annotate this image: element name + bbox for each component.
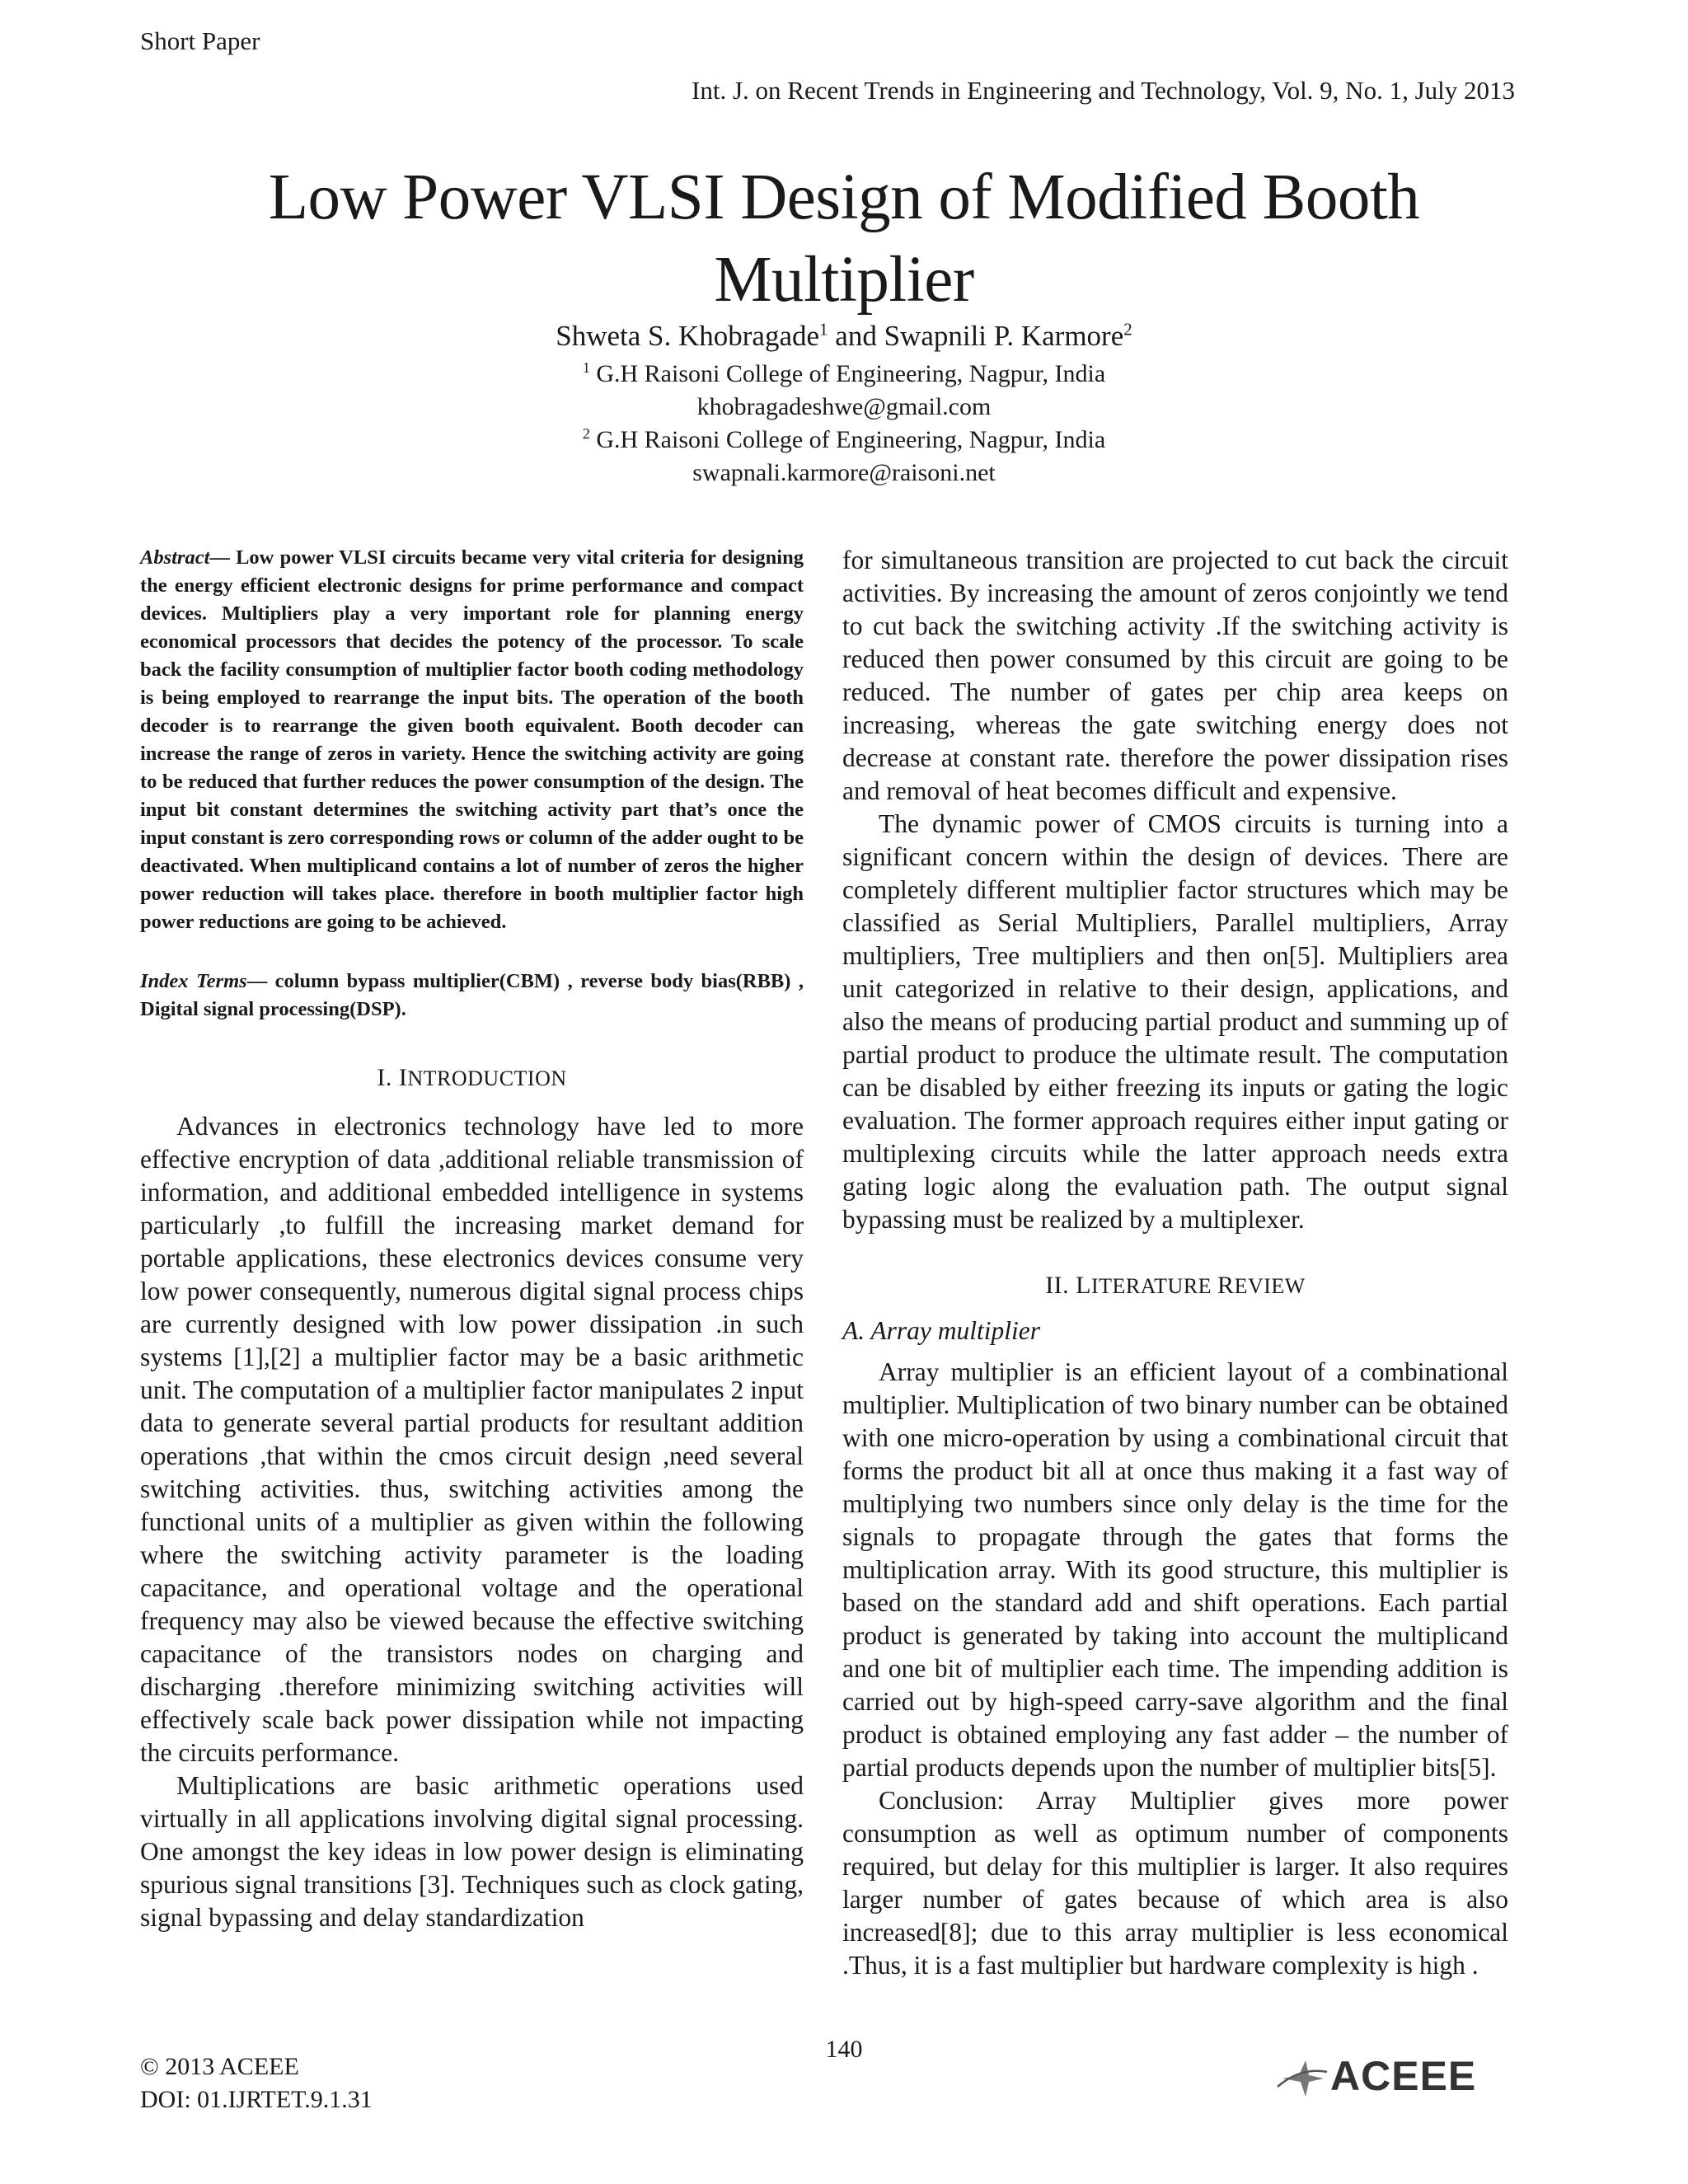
left-column xyxy=(140,544,804,1934)
star-swoosh-icon xyxy=(1278,2060,1327,2097)
aceee-logo xyxy=(1276,2050,1531,2100)
affiliation-1-sup: 1 xyxy=(582,359,590,376)
footer-left xyxy=(140,2050,373,2116)
section-heading-introduction xyxy=(140,1062,804,1095)
title-line-2: Multiplier xyxy=(714,244,974,316)
title-line-1: Low Power VLSI Design of Modified Booth xyxy=(268,162,1420,233)
author-line xyxy=(0,320,1688,353)
author-and: and xyxy=(828,320,884,352)
section-heading-literature-review xyxy=(842,1269,1508,1303)
author-2-sup: 2 xyxy=(1123,319,1132,340)
affiliations xyxy=(0,358,1688,490)
array-paragraph-2: Conclusion: Array Multiplier gives more power consumption as well as optimum number of components required, but delay for this multiplier is larger. It also requires larger number of gates because of which area is also increased[8]; due to this array multiplier is less economical .Thus, it is a fast multiplier but hardware complexity is high . xyxy=(842,1786,1508,1980)
running-header-short-paper: Short Paper xyxy=(140,26,260,55)
lit-heading-lead-1: L xyxy=(1076,1272,1091,1299)
running-header-journal: Int. J. on Recent Trends in Engineering and Technology, Vol. 9, No. 1, July 2013 xyxy=(692,76,1515,105)
intro-heading-num: I. xyxy=(377,1064,399,1091)
lit-heading-rest-1: ITERATURE xyxy=(1091,1274,1218,1298)
subsection-heading-array-multiplier: A. Array multiplier xyxy=(842,1316,1041,1345)
abstract-label: Abstract xyxy=(140,546,210,569)
author-2-name: Swapnili P. Karmore xyxy=(884,320,1124,352)
author-1-sup: 1 xyxy=(819,319,828,340)
intro-heading-rest: NTRODUCTION xyxy=(407,1066,567,1090)
author-1-name: Shweta S. Khobragade xyxy=(556,320,820,352)
index-terms-text: — column bypass multiplier(CBM) , reverse body bias(RBB) , Digital signal processing(DSP). xyxy=(140,970,804,1020)
affiliation-1-text: G.H Raisoni College of Engineering, Nagpur, India xyxy=(589,360,1106,387)
intro-paragraph-1: Advances in electronics technology have led to more effective encryption of data ,additional reliable transmission of information, and additional embedded intelligence in systems particularly ,to fulfill the increasing market demand for portable applications, these electronics devices consume very low power consequently, numerous digital signal process chips are currently designed with low power dissipation .in such systems [1],[2] a multiplier factor may be a basic arithmetic unit. The computation of a multiplier factor manipulates 2 input data to generate several partial products for resultant addition operations ,that within the cmos circuit design ,need several switching activities. thus, switching activities among the functional units of a multiplier as given within the following where the switching activity parameter is the loading capacitance, and operational voltage and the operational frequency may also be viewed because the effective switching capacitance of the transistors nodes on charging and discharging .therefore minimizing switching activities will effectively scale back power dissipation while not impacting the circuits performance. xyxy=(140,1112,804,1767)
email-1: khobragadeshwe@gmail.com xyxy=(696,393,992,420)
affiliation-2-text: G.H Raisoni College of Engineering, Nagpur, India xyxy=(589,426,1106,453)
right-column xyxy=(842,544,1508,1982)
lit-heading-lead-2: R xyxy=(1217,1272,1235,1299)
affiliation-1 xyxy=(0,358,1688,391)
index-terms-label: Index Terms xyxy=(140,970,247,992)
intro-heading-lead: I xyxy=(398,1064,408,1091)
lit-heading-rest-2: EVIEW xyxy=(1234,1274,1306,1298)
doi: DOI: 01.IJRTET.9.1.31 xyxy=(140,2086,373,2113)
copyright: © 2013 ACEEE xyxy=(140,2053,299,2080)
lit-heading-num: II. xyxy=(1045,1272,1076,1299)
affiliation-2-sup: 2 xyxy=(582,425,590,442)
right-paragraph-2: The dynamic power of CMOS circuits is turning into a significant concern within the design of devices. There are completely different multiplier factor structures which may be classified as Serial Multipliers, Parallel multipliers, Array multipliers, Tree multipliers and then on[5]. Multipliers area unit categorized in relative to their design, applications, and also the means of producing partial product and summing up of partial product to produce the ultimate result. The computation can be disabled by either freezing its inputs or gating the logic evaluation. The former approach requires either input gating or multiplexing circuits while the latter approach needs extra gating logic along the evaluation path. The output signal bypassing must be realized by a multiplexer. xyxy=(842,809,1508,1234)
abstract-text: — Low power VLSI circuits became very vital criteria for designing the energy efficient electronic designs for prime performance and compact devices. Multipliers play a very important role for planning energy economical processors that decides the potency of the processor. To scale back the facility consumption of multiplier factor booth coding methodology is being employed to rearrange the input bits. The operation of the booth decoder is to rearrange the given booth equivalent. Booth decoder can increase the range of zeros in variety. Hence the switching activity are going to be reduced that further reduces the power consumption of the design. The input bit constant determines the switching activity part that’s once the input constant is zero corresponding rows or column of the adder ought to be deactivated. When multiplicand contains a lot of number of zeros the higher power reduction will takes place. therefore in booth multiplier factor high power reductions are going to be achieved. xyxy=(140,546,804,933)
right-paragraph-1: for simultaneous transition are projected to cut back the circuit activities. By increasing the amount of zeros conjointly we tend to cut back the switching activity .If the switching activity is reduced then power consumed by this circuit are going to be reduced. The number of gates per chip area keeps on increasing, whereas the gate switching energy does not decrease at constant rate. therefore the power dissipation rises and removal of heat becomes difficult and expensive. xyxy=(842,546,1508,805)
intro-paragraph-2: Multiplications are basic arithmetic operations used virtually in all applications involving digital signal processing. One amongst the key ideas in low power design is eliminating spurious signal transitions [3]. Techniques such as clock gating, signal bypassing and delay standardization xyxy=(140,1771,804,1932)
email-2: swapnali.karmore@raisoni.net xyxy=(692,459,996,486)
abstract xyxy=(140,544,804,936)
affiliation-2 xyxy=(0,424,1688,457)
paper-title xyxy=(0,157,1688,321)
page-number: 140 xyxy=(825,2036,863,2063)
index-terms xyxy=(140,968,804,1024)
array-paragraph-1: Array multiplier is an efficient layout of a combinational multiplier. Multiplication of two binary number can be obtained with one micro-operation by using a combinational circuit that forms the product bit all at once thus making it a fast way of multiplying two numbers since only delay is the time for the signals to propagate through the gates that forms the multiplication array. With its good structure, this multiplier is based on the standard add and shift operations. Each partial product is generated by taking into account the multiplicand and one bit of multiplier each time. The impending addition is carried out by high-speed carry-save algorithm and the final product is obtained employing any fast adder – the number of partial products depends upon the number of multiplier bits[5]. xyxy=(842,1357,1508,1782)
logo-text: ACEEE xyxy=(1330,2053,1477,2099)
